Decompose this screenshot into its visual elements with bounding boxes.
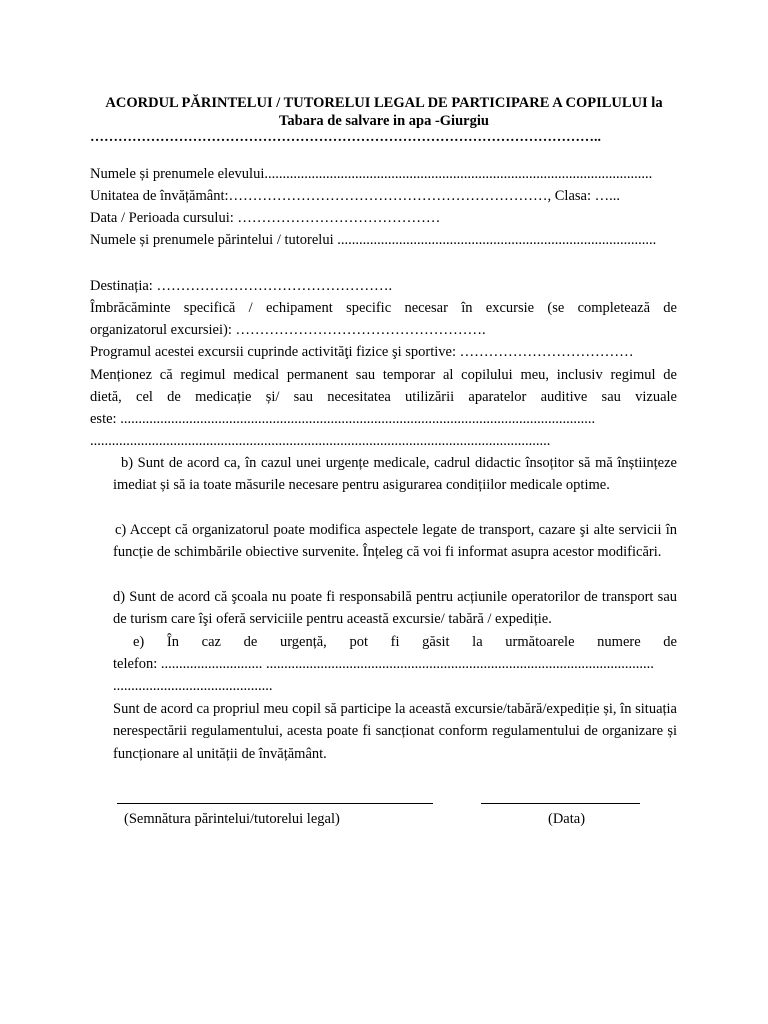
parent-name-field: Numele și prenumele părintelui / tutorelui ........................................................................................ [90, 232, 657, 248]
parent-signature-line [117, 803, 433, 804]
title-line-1: ACORDUL PĂRINTELUI / TUTORELUI LEGAL DE PARTICIPARE A COPILULUI la [105, 95, 663, 111]
parent-signature-label: (Semnătura părintelui/tutorelui legal) [124, 811, 340, 827]
clause-b: b) Sunt de acord ca, în cazul unei urgențe medicale, cadrul didactic însoțitor să mă înștiințeze imediat și să ia toate măsurile necesare pentru asigurarea condițiilor medicale optime. [113, 455, 677, 494]
medical-line-3: este: ................................................................................................................................... [90, 411, 596, 427]
medical-line-1: Menționez că regimul medical permanent sau temporar al copilului meu, inclusiv regimul de [90, 367, 677, 383]
clause-e-line-3: ............................................ [113, 678, 273, 694]
course-period-field: Data / Perioada cursului: …………………………………… [90, 210, 441, 226]
clothing-line-2: organizatorul excursiei): ……………………………………………. [90, 322, 486, 338]
program-field: Programul acestei excursii cuprinde activităţi fizice şi sportive: ……………………………… [90, 344, 634, 360]
student-name-field: Numele și prenumele elevului........................................................................................................... [90, 166, 653, 182]
medical-line-2: dietă, cel de medicație și/ sau necesitatea utilizării aparatelor auditive sau vizuale [90, 389, 677, 405]
clause-d: d) Sunt de acord că şcoala nu poate fi responsabilă pentru acțiunile operatorilor de transport sau de turism care îşi oferă serviciile pentru această excursie/ tabără / expediție. [113, 589, 677, 628]
clause-e-line-1: e) În caz de urgență, pot fi găsit la următoarele numere de [133, 634, 677, 650]
date-label: (Data) [548, 811, 586, 827]
medical-line-4: ............................................................................................................................... [90, 433, 551, 449]
school-class-field: Unitatea de învățământ:…………………………………………………………, Clasa: …... [90, 188, 620, 204]
document-title [90, 94, 678, 130]
title-dotted-line: ……………………………………………………………………………………………….. [90, 130, 601, 145]
clothing-line-1: Îmbrăcăminte specifică / echipament specific necesar în excursie (se completează de [90, 300, 677, 316]
clause-e-line-2: telefon: ............................ ........................................................................................................... [113, 656, 654, 672]
destination-field: Destinația: …………………………………………. [90, 278, 393, 294]
title-line-2: Tabara de salvare in apa -Giurgiu [279, 113, 489, 129]
date-signature-line [481, 803, 640, 804]
clause-c: c) Accept că organizatorul poate modifica aspectele legate de transport, cazare şi alte servicii în funcție de schimbările obiective survenite. Înțeleg că voi fi informat asupra acestor modificări. [113, 522, 677, 561]
consent-paragraph: Sunt de acord ca propriul meu copil să participe la această excursie/tabără/expediție și, în situația nerespectării regulamentului, acesta poate fi sancționat conform regulamentului de organizare și funcționare al unității de învățământ. [113, 701, 677, 762]
